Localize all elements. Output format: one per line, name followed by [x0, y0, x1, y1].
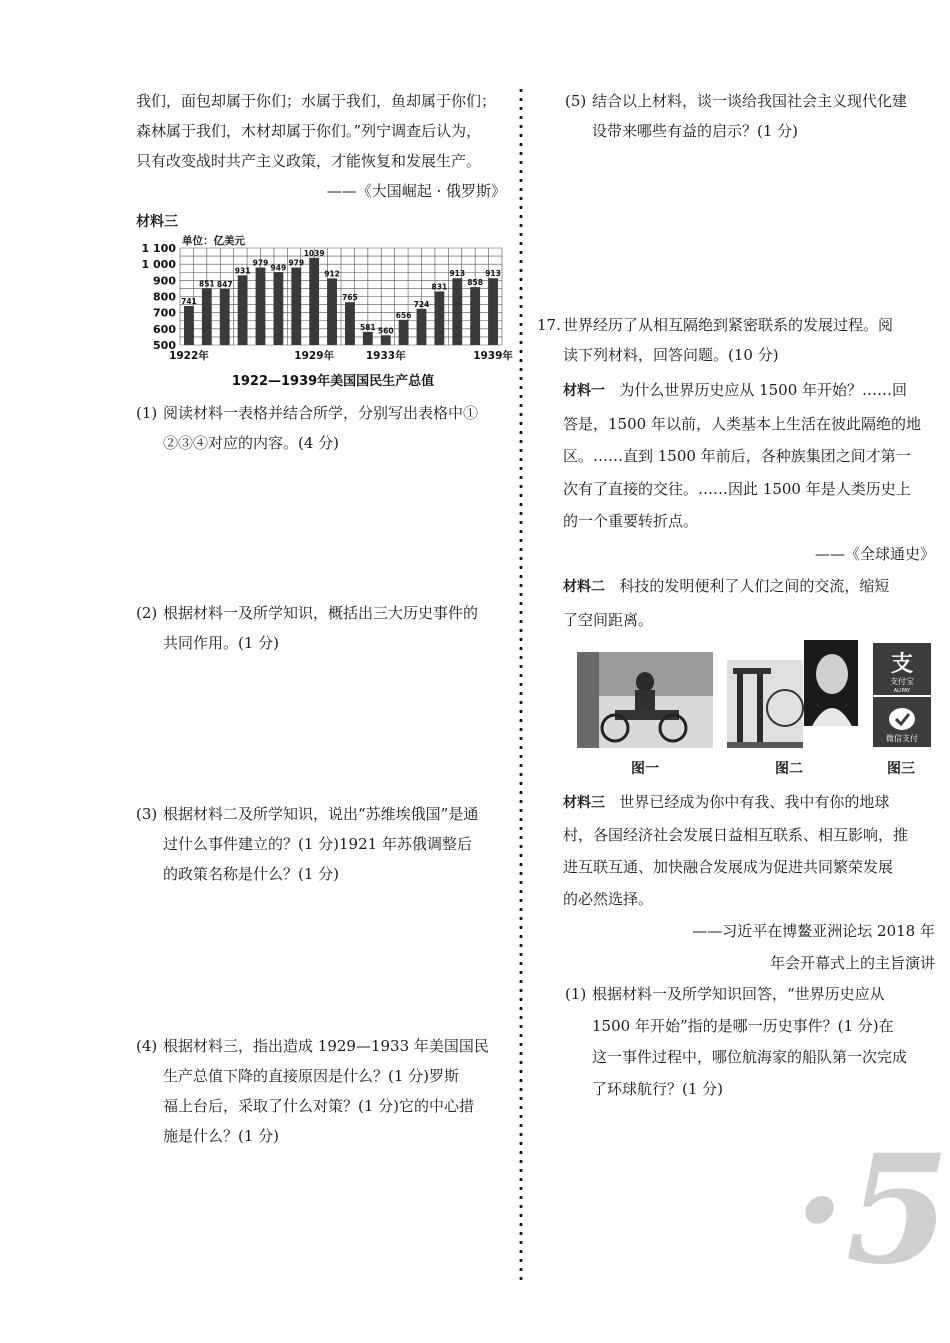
material3-label-right: 材料三	[563, 795, 605, 811]
bar-value-label: 858	[467, 278, 483, 288]
bar	[291, 268, 301, 345]
alipay-sub-label: ALIPAY	[893, 688, 911, 694]
question-4	[136, 1031, 506, 1151]
question-line: 根据材料一及所学知识，概括出三大历史事件的	[163, 604, 479, 622]
bar-value-label: 656	[395, 310, 412, 320]
bar-value-label: 949	[270, 263, 287, 273]
question-line: 福上台后，采取了什么对策？(1 分)它的中心措	[163, 1097, 475, 1115]
y-tick-label: 1 100	[141, 242, 176, 255]
question-line: 根据材料一及所学知识回答，“世界历史应从	[592, 985, 885, 1003]
bar	[363, 332, 373, 345]
figure-caption: 图二	[775, 761, 803, 777]
question-line: ②③④对应的内容。(4 分)	[163, 434, 340, 452]
material2-line: 科技的发明便利了人们之间的交流，缩短	[619, 577, 890, 595]
intro-line: 我们，面包却属于你们；水属于我们，鱼却属于你们；	[136, 92, 497, 110]
question-line: 的政策名称是什么？(1 分)	[163, 865, 340, 883]
question-number: (4)	[136, 1037, 158, 1055]
material3-line: 世界已经成为你中有我、我中有你的地球	[619, 793, 890, 811]
question-line: 结合以上材料，谈一谈给我国社会主义现代化建	[592, 92, 908, 110]
y-tick-label: 1 000	[141, 258, 176, 272]
question-line: 阅读材料一表格并结合所学，分别写出表格中①	[163, 404, 479, 422]
question-number: (2)	[136, 604, 158, 622]
question-line: 世界经历了从相互隔绝到紧密联系的发展过程。阅	[563, 316, 894, 334]
question-1	[136, 398, 506, 458]
gnp-bar-chart	[136, 230, 513, 390]
question-number: (3)	[136, 805, 158, 823]
x-tick-label: 1939年	[473, 350, 513, 362]
question-line: 读下列材料，回答问题。(10 分)	[563, 346, 779, 364]
bar	[273, 272, 283, 345]
bar-value-label: 931	[234, 266, 251, 276]
bar-value-label: 913	[485, 269, 501, 279]
bar	[452, 278, 462, 345]
bar-value-label: 741	[181, 297, 197, 307]
material2-label: 材料二	[563, 579, 605, 595]
early-automobile-photo	[577, 652, 713, 748]
bar	[309, 258, 319, 345]
alipay-logo	[873, 643, 931, 695]
material1-label: 材料一	[563, 383, 605, 399]
alipay-label: 支付宝	[890, 677, 914, 686]
column-divider	[519, 86, 523, 1281]
left-column	[136, 86, 506, 237]
material1-line: 次有了直接的交往。……因此 1500 年是人类历史上	[563, 479, 911, 498]
question-2	[136, 598, 506, 658]
bar-value-label: 979	[288, 258, 305, 268]
question-17-1	[565, 979, 937, 1105]
wechat-pay-logo	[873, 697, 931, 747]
y-tick-label: 800	[153, 290, 176, 304]
unit-label: 单位：亿美元	[182, 235, 245, 247]
y-tick-label: 900	[153, 274, 176, 288]
bar	[417, 309, 427, 345]
question-line: 了环球航行？(1 分)	[592, 1079, 724, 1098]
y-tick-label: 500	[153, 339, 176, 352]
material3-source: 年会开幕式上的主旨演讲	[769, 954, 935, 972]
bar-value-label: 851	[199, 279, 215, 289]
bar-value-label: 979	[252, 258, 269, 268]
question-line: 根据材料二及所学知识，说出“苏维埃俄国”是通	[163, 805, 479, 823]
bar-value-label: 581	[360, 322, 376, 332]
wechat-pay-label: 微信支付	[886, 734, 918, 743]
svg-text:支: 支	[890, 652, 914, 677]
material1-line: 区。……直到 1500 年前后，各种族集团之间才第一	[563, 447, 911, 465]
figure-caption: 图一	[631, 761, 659, 777]
question-line: 过什么事件建立的？(1 分)1921 年苏俄调整后	[163, 835, 472, 853]
bar	[202, 288, 212, 345]
chart-title: 1922—1939年美国国民生产总值	[231, 374, 435, 389]
question-line: 这一事件过程中，哪位航海家的船队第一次完成	[592, 1048, 908, 1066]
bar-value-label: 724	[413, 299, 430, 309]
question-line: 施是什么？(1 分)	[163, 1127, 280, 1145]
material1-line: 为什么世界历史应从 1500 年开始？……回	[619, 381, 908, 399]
material3-line: 进互联互通、加快融合发展成为促进共同繁荣发展	[563, 858, 894, 876]
question-17	[537, 310, 937, 370]
bar	[327, 278, 337, 345]
x-tick-label: 1933年	[365, 350, 406, 362]
bar	[256, 268, 266, 345]
bar-value-label: 912	[324, 269, 340, 279]
question-number: 17.	[537, 316, 561, 334]
intro-line: 森林属于我们，木材却属于你们。”列宁调查后认为，	[136, 122, 482, 140]
bar	[220, 289, 230, 345]
bar	[381, 335, 391, 345]
question-5	[565, 86, 937, 146]
watt-portrait	[804, 640, 858, 726]
x-tick-label: 1922年	[169, 350, 209, 362]
bar	[434, 291, 444, 345]
bar-value-label: 831	[431, 282, 448, 292]
material3-line: 村，各国经济社会发展日益相互联系、相互影响，推	[563, 826, 909, 844]
material-3	[563, 786, 935, 979]
bar	[488, 278, 498, 345]
question-line: 1500 年开始”指的是哪一历史事件？(1 分)在	[592, 1016, 894, 1035]
figure-caption: 图三	[887, 761, 915, 777]
material3-line: 的必然选择。	[563, 890, 654, 908]
material3-label: 材料三	[136, 214, 178, 230]
bar	[399, 320, 409, 345]
x-tick-label: 1929年	[294, 350, 335, 362]
bar-value-label: 847	[216, 279, 233, 289]
question-number: (1)	[136, 404, 158, 422]
question-line: 生产总值下降的直接原因是什么？(1 分)罗斯	[163, 1067, 460, 1085]
page-number: ·5	[793, 1122, 950, 1298]
intro-line: 只有改变战时共产主义政策，才能恢复和发展生产。	[136, 152, 482, 170]
material3-source: ——习近平在博鳌亚洲论坛 2018 年	[692, 922, 935, 940]
material2-line: 了空间距离。	[563, 610, 654, 629]
bar	[470, 287, 480, 345]
question-line: 设带来哪些有益的启示？(1 分)	[592, 122, 799, 140]
y-tick-label: 700	[153, 306, 176, 320]
intro-source: ——《大国崛起 · 俄罗斯》	[326, 182, 506, 200]
bar	[345, 302, 355, 345]
material-1	[563, 374, 935, 636]
bar-value-label: 913	[449, 269, 466, 279]
question-3	[136, 799, 506, 889]
material1-source: ——《全球通史》	[814, 544, 935, 563]
bar-value-label: 560	[377, 326, 394, 336]
y-tick-label: 600	[153, 322, 176, 336]
question-line: 共同作用。(1 分)	[163, 634, 280, 652]
material1-line: 答是，1500 年以前，人类基本上生活在彼此隔绝的地	[563, 414, 921, 433]
question-line: 根据材料三，指出造成 1929—1933 年美国国民	[163, 1037, 489, 1055]
bar	[184, 306, 194, 345]
material1-line: 的一个重要转折点。	[563, 512, 699, 530]
question-number: (1)	[565, 985, 587, 1003]
steam-engine-photo	[727, 660, 803, 748]
bar	[238, 275, 248, 345]
bar-value-label: 1039	[303, 248, 325, 258]
question-number: (5)	[565, 92, 587, 110]
bar-value-label: 765	[342, 293, 358, 303]
